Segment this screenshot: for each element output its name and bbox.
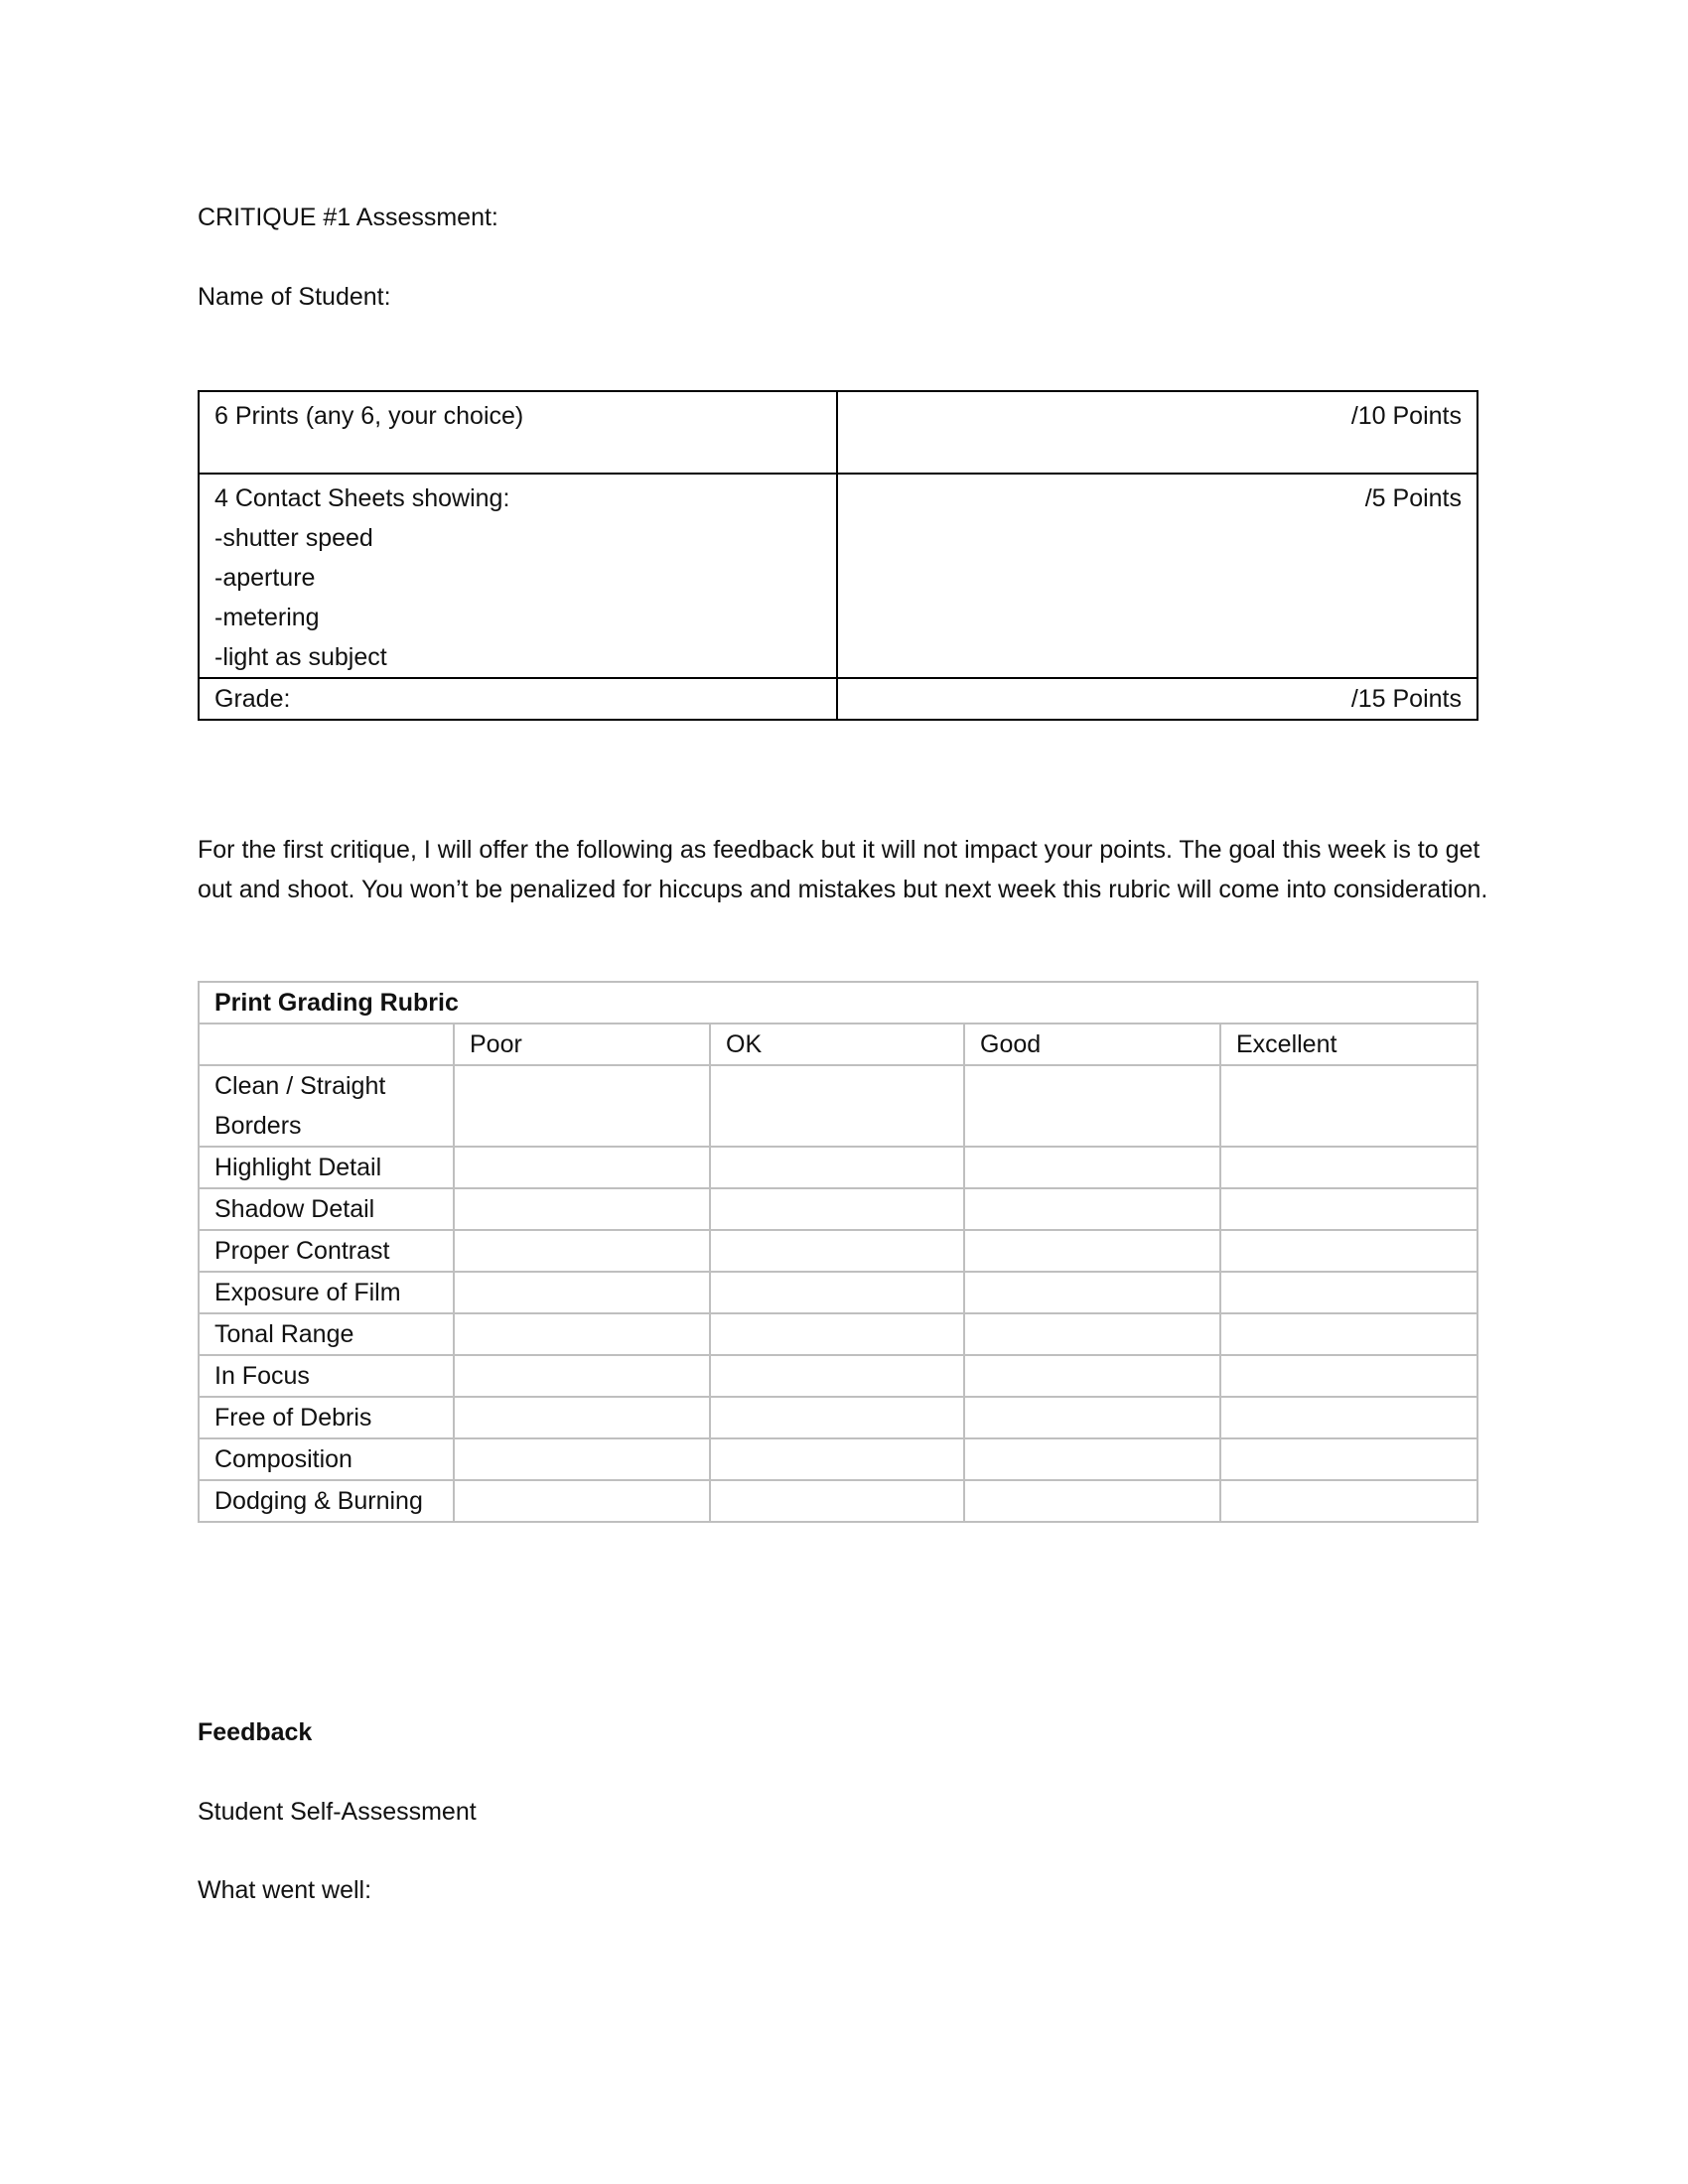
rating-cell[interactable]	[964, 1147, 1220, 1188]
rating-cell[interactable]	[454, 1230, 710, 1272]
rubric-row	[199, 1272, 1477, 1313]
points-cell: /5 Points	[837, 474, 1477, 678]
rubric-row	[199, 1230, 1477, 1272]
rating-cell[interactable]	[710, 1272, 964, 1313]
rating-cell[interactable]	[964, 1188, 1220, 1230]
criterion-label: Shadow Detail	[199, 1188, 454, 1230]
rubric-header-row	[199, 1024, 1477, 1065]
rubric-row	[199, 1438, 1477, 1480]
rubric-row	[199, 1147, 1477, 1188]
criterion-label: Exposure of Film	[199, 1272, 454, 1313]
points-cell: /10 Points	[837, 391, 1477, 474]
rating-cell[interactable]	[964, 1397, 1220, 1438]
rating-cell[interactable]	[1220, 1438, 1477, 1480]
sub-item: -metering	[214, 604, 320, 631]
instructions-paragraph: For the first critique, I will offer the following as feedback but it will not impact your points. The goal this week is to get out and shoot. You won’t be penalized for hiccups and mistakes but next week this rubric will come into consideration.	[198, 836, 1488, 903]
self-assessment-label: Student Self-Assessment	[198, 1798, 477, 1826]
rating-cell[interactable]	[710, 1147, 964, 1188]
rating-cell[interactable]	[454, 1188, 710, 1230]
rating-cell[interactable]	[964, 1480, 1220, 1522]
column-header: Excellent	[1220, 1024, 1477, 1065]
rubric-row	[199, 1397, 1477, 1438]
rating-cell[interactable]	[454, 1147, 710, 1188]
went-well-label: What went well:	[198, 1876, 372, 1904]
rating-cell[interactable]	[710, 1438, 964, 1480]
rubric-row	[199, 1480, 1477, 1522]
rating-cell[interactable]	[964, 1438, 1220, 1480]
rating-cell[interactable]	[1220, 1230, 1477, 1272]
sub-item: -light as subject	[214, 643, 387, 671]
rating-cell[interactable]	[964, 1272, 1220, 1313]
feedback-heading: Feedback	[198, 1718, 313, 1746]
sub-item: -shutter speed	[214, 524, 373, 552]
item-cell: 6 Prints (any 6, your choice)	[199, 391, 837, 474]
points-table	[198, 390, 1478, 721]
rating-cell[interactable]	[454, 1355, 710, 1397]
table-row	[199, 678, 1477, 720]
rating-cell[interactable]	[710, 1397, 964, 1438]
rating-cell[interactable]	[964, 1230, 1220, 1272]
criterion-label: Composition	[199, 1438, 454, 1480]
rating-cell[interactable]	[1220, 1147, 1477, 1188]
criterion-label: Highlight Detail	[199, 1147, 454, 1188]
criterion-label: Proper Contrast	[199, 1230, 454, 1272]
rating-cell[interactable]	[710, 1065, 964, 1147]
rating-cell[interactable]	[454, 1313, 710, 1355]
criterion-label: Clean / Straight Borders	[199, 1065, 454, 1147]
rubric-row	[199, 1188, 1477, 1230]
rating-cell[interactable]	[454, 1438, 710, 1480]
rating-cell[interactable]	[454, 1065, 710, 1147]
rating-cell[interactable]	[710, 1230, 964, 1272]
rating-cell[interactable]	[454, 1272, 710, 1313]
criterion-label: Free of Debris	[199, 1397, 454, 1438]
rating-cell[interactable]	[964, 1313, 1220, 1355]
rubric-row	[199, 1355, 1477, 1397]
rubric-table	[198, 981, 1478, 1523]
criterion-label: Tonal Range	[199, 1313, 454, 1355]
empty-header-cell	[199, 1024, 454, 1065]
column-header: Poor	[454, 1024, 710, 1065]
rating-cell[interactable]	[1220, 1480, 1477, 1522]
rubric-title: Print Grading Rubric	[199, 982, 1477, 1024]
item-cell: Grade:	[199, 678, 837, 720]
rating-cell[interactable]	[710, 1313, 964, 1355]
rating-cell[interactable]	[710, 1355, 964, 1397]
rating-cell[interactable]	[1220, 1272, 1477, 1313]
rating-cell[interactable]	[964, 1065, 1220, 1147]
rating-cell[interactable]	[1220, 1397, 1477, 1438]
item-label: 4 Contact Sheets showing:	[214, 484, 510, 512]
sub-item: -aperture	[214, 564, 316, 592]
points-cell: /15 Points	[837, 678, 1477, 720]
rubric-title-row	[199, 982, 1477, 1024]
criterion-label: In Focus	[199, 1355, 454, 1397]
rating-cell[interactable]	[1220, 1313, 1477, 1355]
rating-cell[interactable]	[1220, 1355, 1477, 1397]
column-header: OK	[710, 1024, 964, 1065]
rating-cell[interactable]	[964, 1355, 1220, 1397]
rating-cell[interactable]	[710, 1480, 964, 1522]
rubric-row	[199, 1313, 1477, 1355]
rubric-row	[199, 1065, 1477, 1147]
document-title: CRITIQUE #1 Assessment:	[198, 204, 498, 231]
column-header: Good	[964, 1024, 1220, 1065]
rating-cell[interactable]	[454, 1480, 710, 1522]
rating-cell[interactable]	[1220, 1188, 1477, 1230]
table-row	[199, 474, 1477, 678]
criterion-label: Dodging & Burning	[199, 1480, 454, 1522]
rating-cell[interactable]	[710, 1188, 964, 1230]
rating-cell[interactable]	[1220, 1065, 1477, 1147]
student-name-label: Name of Student:	[198, 283, 391, 311]
rating-cell[interactable]	[454, 1397, 710, 1438]
item-cell	[199, 474, 837, 678]
table-row	[199, 391, 1477, 474]
